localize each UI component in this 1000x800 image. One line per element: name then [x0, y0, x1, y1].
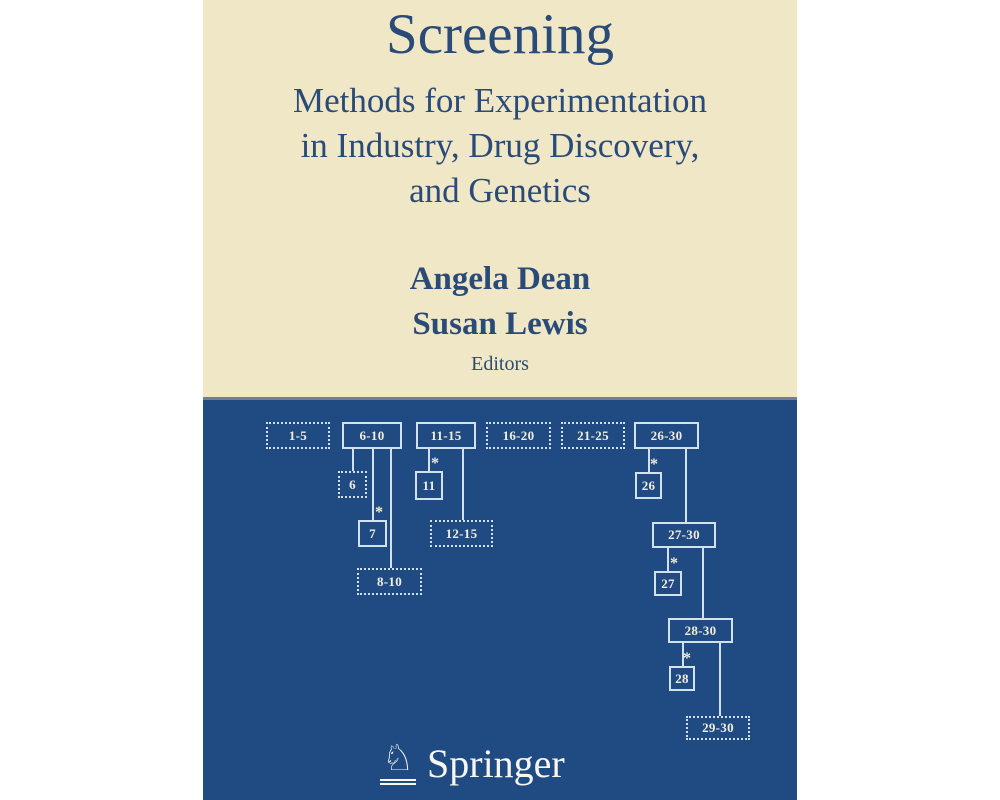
diagram-box-11-15: 11-15 — [416, 422, 476, 449]
diagram-box-6: 6 — [338, 471, 367, 498]
asterisk-marker: * — [670, 555, 678, 572]
tree-connector-line — [352, 449, 354, 471]
asterisk-marker: * — [375, 504, 383, 521]
diagram-box-27: 27 — [654, 571, 682, 596]
diagram-box-26: 26 — [635, 472, 662, 499]
author-name-1: Angela Dean — [409, 261, 591, 297]
tree-connector-line — [390, 449, 392, 568]
tree-connector-line — [372, 449, 374, 520]
book-cover — [203, 0, 797, 800]
subtitle-line-3: and Genetics — [409, 171, 591, 210]
publisher-logo — [380, 738, 565, 786]
diagram-box-1-5: 1-5 — [266, 422, 330, 449]
springer-knight-icon — [380, 738, 416, 785]
publisher-name: Springer — [427, 741, 565, 786]
asterisk-marker: * — [431, 455, 439, 472]
book-subtitle — [203, 78, 797, 213]
authors-block — [203, 257, 797, 376]
diagram-box-28-30: 28-30 — [668, 618, 733, 643]
diagram-box-12-15: 12-15 — [430, 520, 493, 547]
asterisk-marker: * — [683, 650, 691, 667]
author-name-2: Susan Lewis — [412, 306, 588, 342]
tree-connector-line — [702, 548, 704, 618]
diagram-box-7: 7 — [358, 520, 387, 547]
asterisk-marker: * — [650, 456, 658, 473]
diagram-box-16-20: 16-20 — [486, 422, 551, 449]
tree-connector-line — [719, 643, 721, 716]
cover-top-section — [203, 0, 797, 397]
tree-connector-line — [667, 548, 669, 571]
diagram-box-29-30: 29-30 — [686, 716, 750, 740]
editors-label: Editors — [471, 353, 529, 375]
tree-connector-line — [685, 449, 687, 522]
subtitle-line-1: Methods for Experimentation — [292, 81, 708, 120]
diagram-box-8-10: 8-10 — [357, 568, 422, 595]
diagram-box-21-25: 21-25 — [561, 422, 625, 449]
book-title: Screening — [386, 3, 614, 66]
subtitle-line-2: in Industry, Drug Discovery, — [300, 126, 700, 165]
tree-connector-line — [428, 449, 430, 471]
tree-connector-line — [462, 449, 464, 520]
diagram-box-11: 11 — [415, 471, 443, 500]
diagram-box-26-30: 26-30 — [634, 422, 699, 449]
diagram-box-28: 28 — [669, 666, 695, 691]
logo-underline-top — [380, 779, 416, 781]
logo-underline-bottom — [380, 783, 416, 785]
knight-glyph: ♘ — [381, 738, 415, 779]
cover-bottom-section — [203, 397, 797, 800]
diagram-box-27-30: 27-30 — [652, 522, 716, 548]
screening-tree-diagram — [203, 400, 797, 800]
diagram-box-6-10: 6-10 — [342, 422, 402, 449]
